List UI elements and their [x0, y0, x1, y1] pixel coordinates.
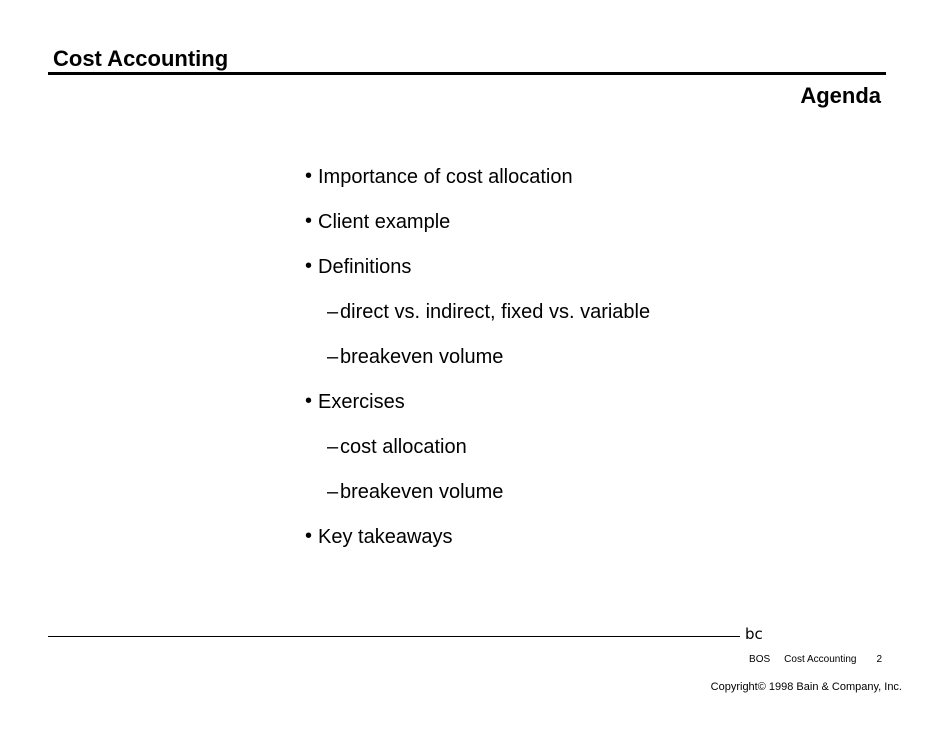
agenda-item-exercises — [305, 388, 650, 433]
agenda-subitem-direct-indirect — [305, 298, 650, 343]
section-heading: Agenda — [800, 83, 881, 108]
agenda-subitem-breakeven-volume-2 — [305, 478, 650, 523]
agenda-subitem-label: direct vs. indirect, fixed vs. variable — [340, 301, 651, 323]
agenda-subitem-label: breakeven volume — [340, 481, 504, 503]
agenda-item-key-takeaways — [305, 523, 650, 568]
footer-divider — [48, 636, 740, 637]
agenda-item-label: Exercises — [318, 391, 405, 413]
agenda-item-importance — [305, 163, 650, 208]
agenda-subitem-breakeven-volume — [305, 343, 650, 388]
title-divider — [48, 72, 886, 75]
dash-icon: – — [327, 436, 339, 458]
agenda-subitem-label: breakeven volume — [340, 346, 504, 368]
agenda-subitem-cost-allocation — [305, 433, 650, 478]
footer-code: BOS — [749, 654, 771, 665]
dash-icon: – — [327, 301, 339, 323]
bullet-icon: • — [305, 255, 313, 277]
agenda-item-label: Key takeaways — [318, 526, 453, 548]
agenda-item-label: Definitions — [318, 256, 412, 278]
footer-meta — [749, 653, 882, 667]
bullet-icon: • — [305, 525, 313, 547]
footer-course: Cost Accounting — [784, 654, 857, 665]
agenda-item-label: Importance of cost allocation — [318, 166, 573, 188]
agenda-item-label: Client example — [318, 211, 451, 233]
bullet-icon: • — [305, 165, 313, 187]
bullet-icon: • — [305, 210, 313, 232]
agenda-subitem-label: cost allocation — [340, 436, 467, 458]
dash-icon: – — [327, 346, 339, 368]
bullet-icon: • — [305, 390, 313, 412]
slide-title: Cost Accounting — [53, 46, 229, 71]
agenda-list — [305, 163, 650, 568]
copyright-notice: Copyright© 1998 Bain & Company, Inc. — [710, 681, 902, 693]
company-logo: bc — [745, 625, 763, 643]
agenda-item-definitions — [305, 253, 650, 298]
agenda-item-client-example — [305, 208, 650, 253]
page-number: 2 — [876, 654, 882, 665]
dash-icon: – — [327, 481, 339, 503]
